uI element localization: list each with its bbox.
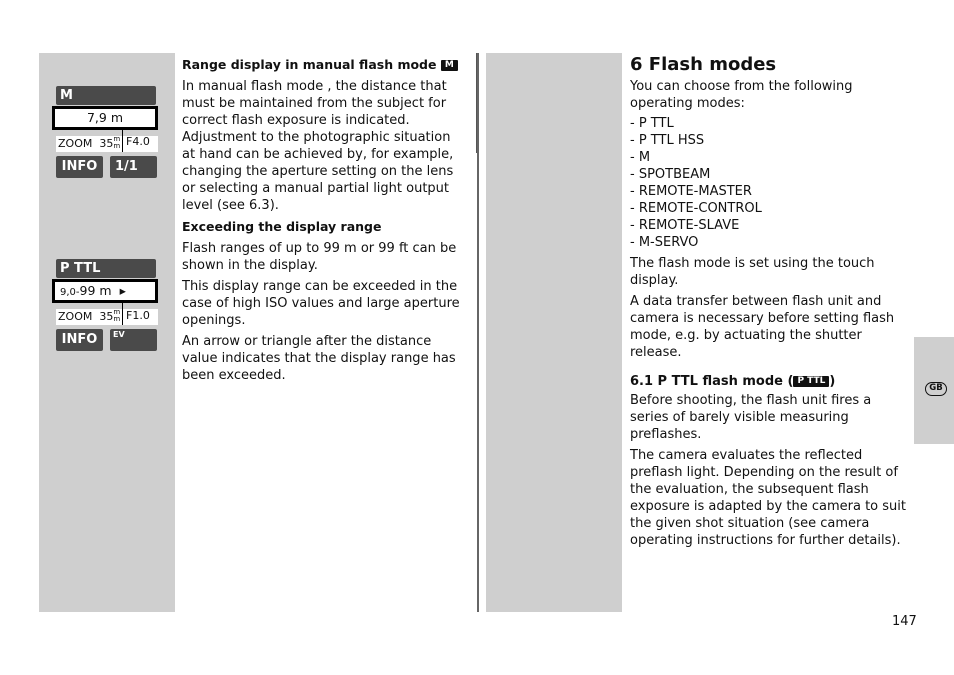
zoom-unit-bottom: m (113, 315, 121, 323)
language-badge: GB (925, 382, 947, 396)
zoom-unit-bottom: m (113, 142, 121, 150)
language-tab (914, 337, 954, 444)
range-value: 7,9 m (86, 110, 124, 125)
range-from: 9,0- (60, 287, 80, 298)
list-item: - M-SERVO (630, 235, 699, 250)
ev-button[interactable]: EV (110, 329, 157, 351)
info-button[interactable]: INFO (56, 156, 103, 178)
zoom-readout (58, 136, 120, 150)
triangle-right-icon: ▸ (119, 283, 126, 298)
pttl-section-heading (630, 373, 912, 390)
range-display-heading-text: Range display in manual flash mode (182, 57, 437, 72)
list-item: - REMOTE-CONTROL (630, 201, 762, 216)
pttl-section-heading-close: ) (829, 374, 836, 389)
manual-mode-paragraph: In manual flash mode , the distance that must be maintained from the subject for correct flash exposure is indicated. Adjustment to the photographic situation at hand can be achieved by, for example, changing the aperture setting on the lens or selecting a manual partial light output level (see 6.3). (182, 79, 454, 213)
list-item: - REMOTE-MASTER (630, 184, 752, 199)
zoom-readout (58, 309, 120, 323)
right-text-column (630, 54, 912, 553)
range-to: 99 m (79, 283, 112, 298)
list-item: - P TTL (630, 116, 674, 131)
pttl-mode-tag: P TTL (793, 376, 829, 387)
flash-display-manual (52, 86, 158, 180)
zoom-separator (122, 303, 123, 325)
data-transfer-paragraph: A data transfer between flash unit and camera is necessary before setting flash mode, e.g. by actuating the shutter release. (630, 294, 895, 360)
right-grey-column (486, 53, 622, 612)
zoom-label: ZOOM (58, 310, 93, 323)
level-button[interactable]: 1/1 (110, 156, 157, 178)
arrow-paragraph: An arrow or triangle after the distance value indicates that the display range has been exceeded. (182, 334, 456, 383)
aperture-value: F1.0 (126, 309, 150, 322)
zoom-separator (122, 130, 123, 152)
list-item: - P TTL HSS (630, 133, 705, 148)
zoom-unit-top: m (113, 135, 121, 143)
zoom-value: 35 (99, 310, 114, 323)
range-display-heading (182, 56, 467, 73)
left-text-column (182, 56, 467, 388)
info-button[interactable]: INFO (56, 329, 103, 351)
aperture-value: F4.0 (126, 135, 150, 148)
page-number: 147 (892, 614, 917, 629)
zoom-row (56, 309, 158, 325)
flash-display-pttl (52, 259, 158, 353)
range-field (52, 106, 158, 130)
modes-list (630, 115, 912, 251)
page-divider (477, 53, 479, 612)
manual-mode-tag: M (441, 60, 458, 71)
chapter-title: 6 Flash modes (630, 54, 777, 75)
camera-evaluation-paragraph: The camera evaluates the reflected preflash light. Depending on the result of the evaluation, the subsequent flash exposure is adapted by the camera to suit the given shot situation (see camera operating instructions for further details). (630, 448, 906, 548)
list-item: - REMOTE-SLAVE (630, 218, 740, 233)
touch-display-paragraph: The flash mode is set using the touch display. (630, 256, 875, 288)
list-item: - M (630, 150, 651, 165)
pttl-section-heading-text: 6.1 P TTL flash mode ( (630, 374, 794, 389)
range-field (52, 279, 158, 303)
flash-ranges-paragraph: Flash ranges of up to 99 m or 99 ft can be shown in the display. (182, 241, 457, 273)
mode-header: P TTL (56, 259, 156, 278)
preflash-paragraph: Before shooting, the flash unit fires a series of barely visible measuring preflashes. (630, 393, 872, 442)
list-item: - SPOTBEAM (630, 167, 711, 182)
zoom-unit-top: m (113, 308, 121, 316)
zoom-row (56, 136, 158, 152)
zoom-label: ZOOM (58, 137, 93, 150)
modes-intro: You can choose from the following operating modes: (630, 79, 853, 111)
zoom-value: 35 (99, 137, 114, 150)
range-exceeded-paragraph: This display range can be exceeded in the case of high ISO values and large aperture openings. (182, 279, 460, 328)
exceeding-heading: Exceeding the display range (182, 219, 382, 234)
mode-header: M (56, 86, 156, 105)
